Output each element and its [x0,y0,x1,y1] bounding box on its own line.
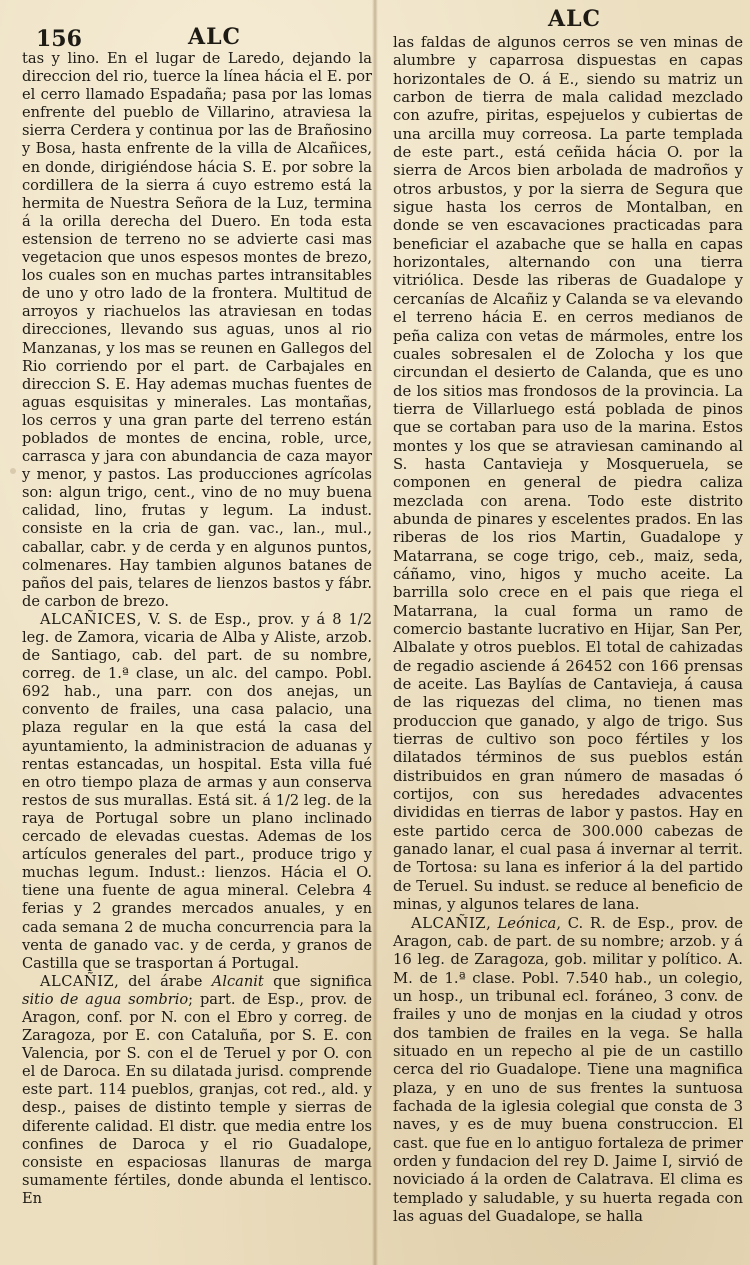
latin-name: Leónica [497,914,557,932]
etymology-meaning: sitio de agua sombrio [22,990,189,1008]
continued-paragraph: tas y lino. En el lugar de Laredo, dejando la direccion del rio, tuerce la línea hácia el E. por el cerro llamado Espadaña; pasa por las lomas enfrente del pueblo de Villarino, atraviesa la sierra Cerdera y continua por las de Brañosino y Bosa, hasta enfrente de la villa de Alcañices, en donde, dirigiéndose hácia S. E. por sobre la cordillera de la sierra á cuyo estremo está la hermita de Nuestra Señora de la Luz, termina á la orilla derecha del Duero. En toda esta estension de terreno no se advierte casi mas vegetacion que unos espesos montes de brezo, los cuales son en muchas partes intransitables de uno y otro lado de la frontera. Multitud de arroyos y riachuelos las atraviesan en todas direcciones, llevando sus aguas, unos al rio Manzanas, y los mas se reunen en Gallegos del Rio corriendo por el part. de Carbajales en direccion S. E. Hay ademas muchas fuentes de aguas esquisitas y minerales. Las montañas, los cerros y una gran parte del terreno están poblados de montes de encina, roble, urce, carrasca y jara con abundancia de caza mayor y menor, y pastos. Las producciones agrícolas son: algun trigo, cent., vino de no muy buena calidad, lino, frutas y legum. La indust. consiste en la cria de gan. vac., lan., mul., caballar, cabr. y de cerda y en algunos puntos, colmenares. Hay tambien algunos batanes de paños del pais, telares de lienzos bastos y fábr. de carbon de brezo. [22,50,372,610]
etymology-word: Alcanit [211,972,264,990]
entry-body: , V. S. de Esp., prov. y á 8 1/2 leg. de Zamora, vicaria de Alba y Aliste, arzob. de Santiago, cab. del part. de su nombre, correg. de 1.ª clase, un alc. del campo. Pobl. 692 hab., una parr. con dos anejas, un convento de frailes, una casa palacio, una plaza regular en la que está la casa del ayuntamiento, la administracion de aduanas y rentas estancadas, un hospital. Esta villa fué en otro tiempo plaza de armas y aun conserva restos de sus murallas. Está sit. á 1/2 leg. de la raya de Portugal sobre un plano inclinado cercado de elevadas cuestas. Ademas de los artículos generales del part., produce trigo y muchas legum. Indust.: lienzos. Hácia el O. tiene una fuente de agua mineral. Celebra 4 ferias y 2 grandes mercados anuales, y en cada semana 2 de mucha concurrencia para la venta de ganado vac. y de cerda, y granos de Castilla que se trasportan á Portugal. [22,610,372,972]
right-column [393,34,743,1226]
paper-stain [612,1012,621,1021]
entry-alcanices [22,611,372,973]
left-column [22,50,372,1208]
entry-separator: , [486,914,498,932]
entry-headword: ALCAÑIZ [40,972,115,990]
running-head-left: ALC [188,24,242,50]
entry-headword: ALCAÑIZ [411,914,487,932]
entry-alcaniz-district [22,973,372,1208]
page-number: 156 [36,26,82,52]
continued-paragraph: las faldas de algunos cerros se ven minas de alumbre y caparrosa dispuestas en capas horizontales de O. á E., siendo su matriz un carbon de tierra de mala calidad mezclado con azufre, piritas, espejuelos y cubiertas de una arcilla muy correosa. La parte templada de este part., está ceñida hácia O. por la sierra de Arcos bien arbolada de madroños y otros arbustos, y por la sierra de Segura que sigue hasta los cerros de Montalban, en donde se ven escavaciones practicadas para beneficiar el azabache que se halla en capas horizontales, alternando con una tierra vitriólica. Desde las riberas de Guadalope y cercanías de Alcañiz y Calanda se va elevando el terreno hácia E. en cerros medianos de peña caliza con vetas de mármoles, entre los cuales sobresalen el de Zolocha y los que circundan el desierto de Calanda, que es uno de los sitios mas frondosos de la provincia. La tierra de Villarluego está poblada de pinos que se cortaban para uso de la marina. Estos montes y los que se atraviesan caminando al S. hasta Cantavieja y Mosqueruela, se componen en general de piedra caliza mezclada con arena. Todo este distrito abunda de pinares y escelentes prados. En las riberas de los rios Martin, Guadalope y Matarrana, se coge trigo, ceb., maiz, seda, cáñamo, vino, higos y mucho aceite. La barrilla solo crece en el pais que riega el Matarrana, la cual forma un ramo de comercio bastante lucrativo en Hijar, San Per, Albalate y otros pueblos. El total de cahizadas de regadio asciende á 26452 con 166 prensas de aceite. Las Baylías de Cantavieja, á causa de las riquezas del clima, no tienen mas produccion que ganado, y algo de trigo. Sus tierras de cultivo son poco fértiles y los dilatados términos de sus pueblos están distribuidos en gran número de masadas ó cortijos, con sus heredades advacentes divididas en tierras de labor y pastos. Hay en este partido cerca de 300.000 cabezas de ganado lanar, el cual pasa á invernar al territ. de Tortosa: su lana es inferior á la del partido de Teruel. Su indust. se reduce al beneficio de minas, y algunos telares de lana. [393,34,743,914]
column-gutter [372,0,378,1265]
entry-alcaniz-city [393,915,743,1227]
running-head-right: ALC [548,6,602,32]
entry-headword: ALCAÑICES [40,610,137,628]
entry-body: , C. R. de Esp., prov. de Aragon, cab. de part. de su nombre; arzob. y á 16 leg. de Zaragoza, gob. militar y político. A. M. de 1.ª clase. Pobl. 7.540 hab., un colegio, un hosp., un tribunal ecl. foráneo, 3 conv. de frailes y uno de monjas en la ciudad y otros dos tambien de frailes en la vega. Se halla situado en un repecho al pie de un castillo cerca del rio Guadalope. Tiene una magnifica plaza, y en uno de sus frentes la suntuosa fachada de la iglesia colegial que consta de 3 naves, y es de muy buena construccion. El cast. que fue en lo antiguo fortaleza de primer orden y fundacion del rey D. Jaime I, sirvió de noviciado á la orden de Calatrava. El clima es templado y saludable, y su huerta regada con las aguas del Guadalope, se halla [393,914,743,1225]
entry-body-connector: que significa [263,972,372,990]
entry-body: ; part. de Esp., prov. de Aragon, conf. por N. con el Ebro y correg. de Zaragoza, por E. con Cataluña, por S. E. con Valencia, por S. con el de Teruel y por O. con el de Daroca. En su dilatada jurisd. comprende este part. 114 pueblos, granjas, cot red., ald. y desp., paises de distinto temple y sierras de diferente calidad. El distr. que media entre los confines de Daroca y el rio Guadalope, consiste en espaciosas llanuras de marga sumamente fértiles, donde abunda el lentisco. En [22,990,373,1207]
entry-body-intro: , del árabe [114,972,212,990]
paper-stain [10,468,16,474]
